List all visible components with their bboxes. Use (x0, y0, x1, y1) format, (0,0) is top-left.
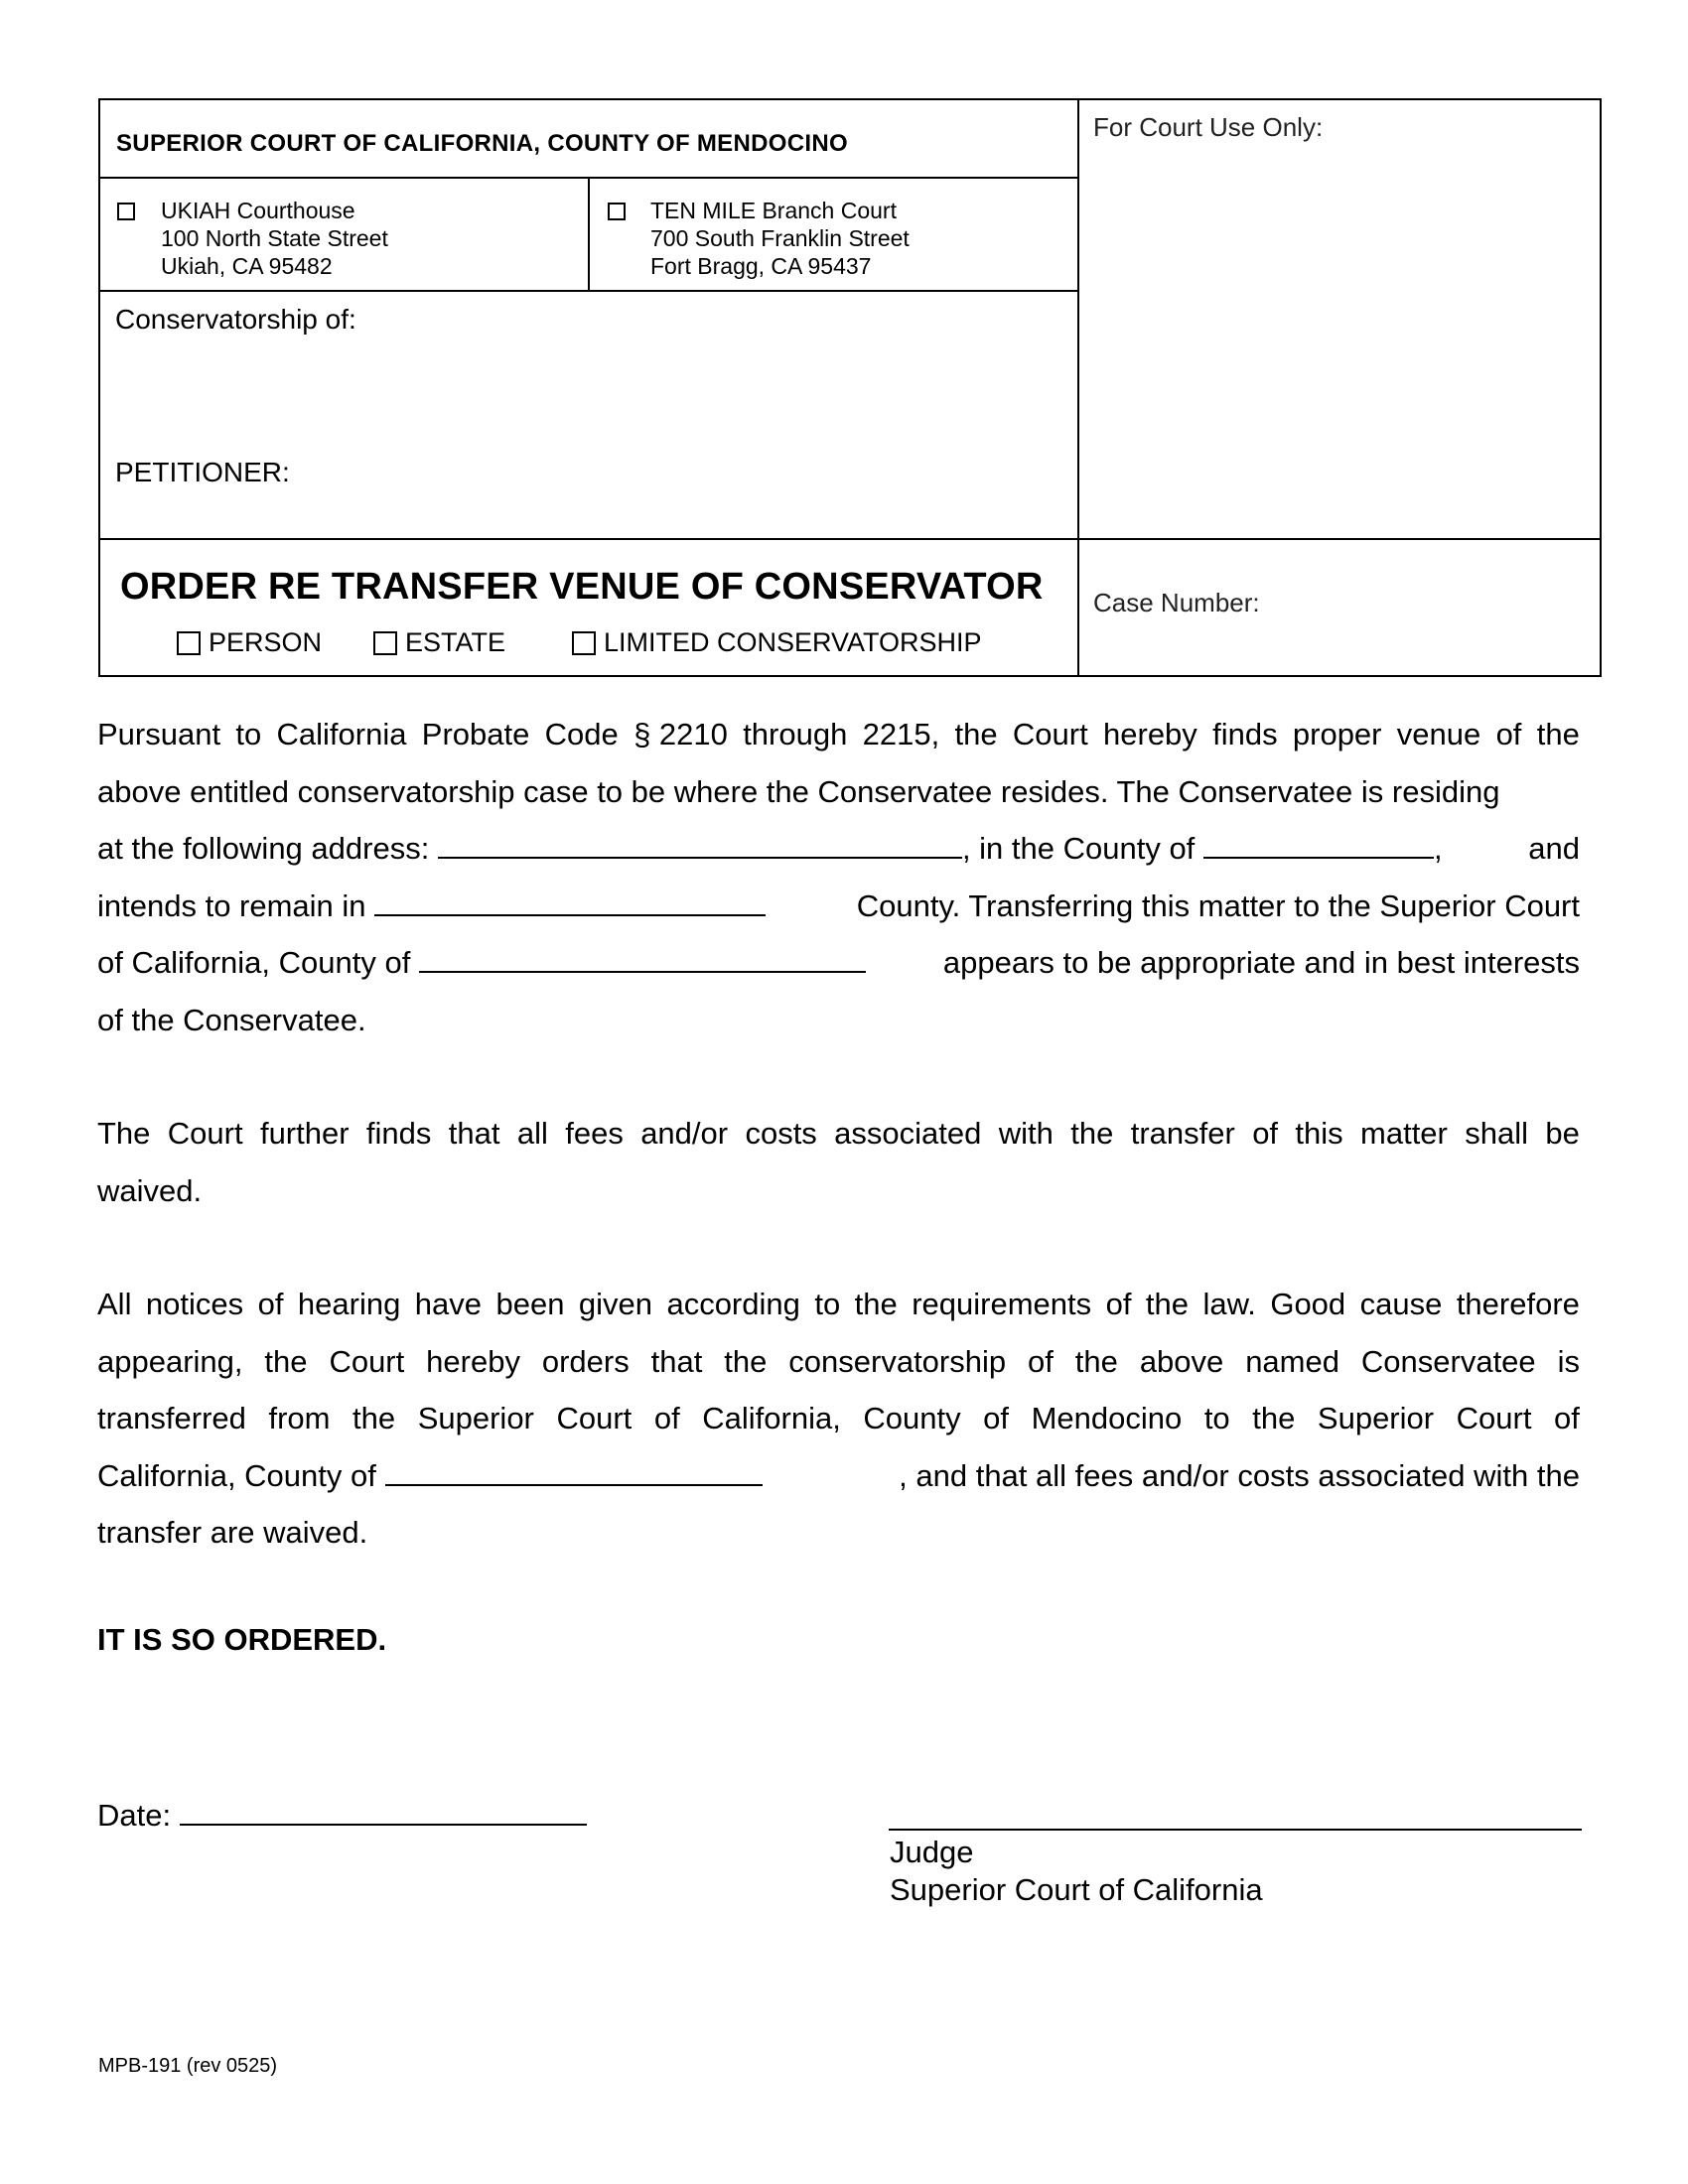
location-ukiah (161, 197, 388, 280)
judge-label: Judge (890, 1835, 974, 1869)
estate-checkbox[interactable] (373, 631, 397, 655)
county-blank[interactable] (1203, 827, 1434, 859)
limited-checkbox[interactable] (572, 631, 596, 655)
p1-line4: intends to remain in County. Transferring this matter to the Superior Court (97, 878, 1580, 935)
p3-line1: All notices of hearing have been given according to the requirements of the law. Good cause therefore (97, 1287, 1580, 1321)
location-ten-mile (650, 197, 910, 280)
p3-line3: transferred from the Superior Court of California, County of Mendocino to the Superior Court of (97, 1401, 1580, 1435)
paragraph-venue (97, 706, 1580, 1048)
option-label: PERSON (209, 627, 323, 657)
p2-line2: waived. (97, 1172, 203, 1208)
court-name: SUPERIOR COURT OF CALIFORNIA, COUNTY OF MENDOCINO (116, 130, 848, 157)
case-number-label: Case Number: (1093, 588, 1260, 617)
location-city: Ukiah, CA 95482 (161, 253, 333, 279)
court-use-label: For Court Use Only: (1093, 112, 1324, 142)
location-street: 100 North State Street (161, 225, 388, 251)
location-city: Fort Bragg, CA 95437 (650, 253, 872, 279)
location-street: 700 South Franklin Street (650, 225, 910, 251)
transfer-county-blank[interactable] (419, 941, 866, 973)
receiving-county-blank[interactable] (385, 1454, 763, 1486)
option-person[interactable] (177, 627, 322, 658)
p3-line2: appearing, the Court hereby orders that the conservatorship of the above named Conservatee is (97, 1343, 1580, 1379)
ten-mile-checkbox[interactable] (608, 203, 626, 220)
paragraph-order (97, 1276, 1580, 1562)
form-title: ORDER RE TRANSFER VENUE OF CONSERVATOR (120, 566, 1044, 608)
p1-line6: of the Conservatee. (97, 1002, 366, 1037)
form-id: MPB-191 (rev 0525) (98, 2055, 278, 2077)
location-name: UKIAH Courthouse (161, 198, 355, 223)
p3-line4: California, County of , and that all fees and/or costs associated with the (97, 1447, 1580, 1505)
location-name: TEN MILE Branch Court (650, 198, 897, 223)
ukiah-checkbox[interactable] (117, 203, 135, 220)
p1-line2: above entitled conservatorship case to be where the Conservatee resides. The Conservatee is residing (97, 773, 1500, 809)
petitioner-label: PETITIONER: (115, 457, 290, 487)
option-estate[interactable] (373, 627, 505, 658)
p1-line3: at the following address: , in the County of , and (97, 820, 1580, 878)
court-label: Superior Court of California (890, 1872, 1263, 1907)
person-checkbox[interactable] (177, 631, 201, 655)
judge-signature-line[interactable] (889, 1829, 1582, 1831)
date-line (97, 1794, 587, 1835)
p1-line1: Pursuant to California Probate Code § 2210 through 2215, the Court hereby finds proper venue of the (97, 717, 1580, 751)
p3-line5: transfer are waived. (97, 1515, 368, 1550)
date-label: Date: (97, 1798, 172, 1833)
paragraph-fees (97, 1105, 1580, 1219)
address-blank[interactable] (438, 827, 962, 859)
p1-line5: of California, County of appears to be appropriate and in best interests (97, 934, 1580, 992)
option-label: LIMITED CONSERVATORSHIP (604, 627, 982, 657)
p2-line1: The Court further finds that all fees and/or costs associated with the transfer of this matter shall be (97, 1116, 1580, 1151)
option-label: ESTATE (405, 627, 506, 657)
judge-block (890, 1834, 1263, 1909)
conservatorship-label: Conservatorship of: (115, 304, 356, 335)
date-blank[interactable] (180, 1794, 587, 1826)
remain-county-blank[interactable] (374, 885, 766, 916)
so-ordered: IT IS SO ORDERED. (97, 1622, 387, 1657)
option-limited[interactable] (572, 627, 982, 658)
